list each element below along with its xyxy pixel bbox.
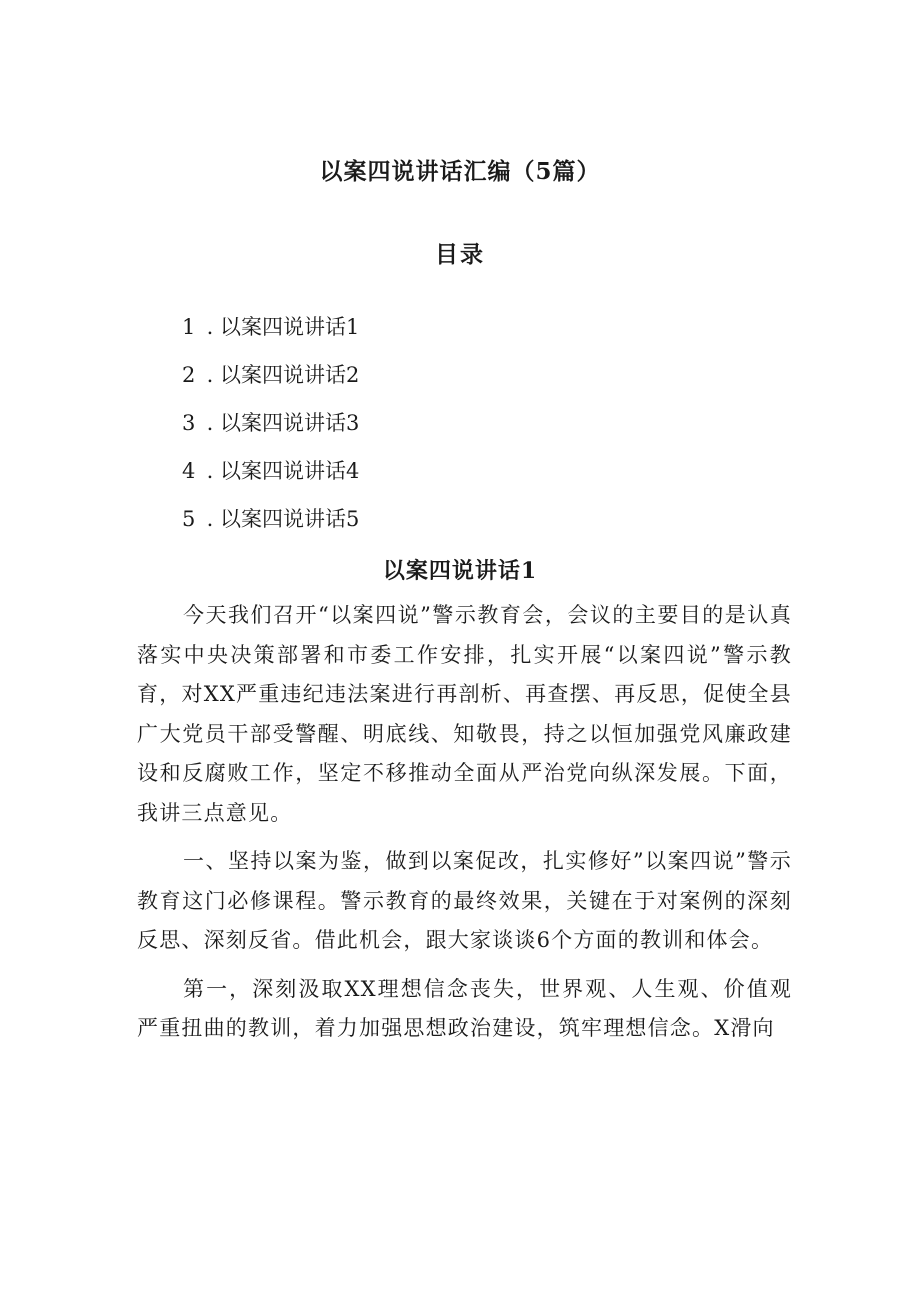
- section-title: 以案四说讲话1: [382, 558, 538, 584]
- toc-item-number: 2: [182, 363, 196, 387]
- body-paragraph: 第一，深刻汲取XX理想信念丧失，世界观、人生观、价值观严重扭曲的教训，着力加强思想政治建设，筑牢理想信念。X滑向: [137, 976, 792, 1040]
- toc-item-dot: .: [206, 411, 214, 435]
- toc-heading: 目录: [435, 241, 485, 268]
- toc-item-number: 4: [182, 459, 196, 483]
- toc-item[interactable]: [182, 360, 359, 408]
- toc-item-dot: .: [206, 507, 214, 531]
- toc-item-label: 以案四说讲话3: [220, 411, 360, 435]
- toc-item[interactable]: [182, 504, 359, 552]
- body-paragraph: 今天我们召开“以案四说”警示教育会，会议的主要目的是认真落实中央决策部署和市委工作安排，扎实开展“以案四说”警示教育，对XX严重违纪违法案进行再剖析、再查摆、再反思，促使全县广大党员干部受警醒、明底线、知敬畏，持之以恒加强党风廉政建设和反腐败工作，坚定不移推动全面从严治党向纵深发展。下面，我讲三点意见。: [137, 603, 792, 825]
- toc-item-dot: .: [206, 459, 214, 483]
- toc-item-dot: .: [206, 315, 214, 339]
- toc-item-label: 以案四说讲话4: [220, 459, 360, 483]
- toc-item-label: 以案四说讲话5: [220, 507, 360, 531]
- table-of-contents: [182, 312, 359, 552]
- toc-item-number: 5: [182, 507, 196, 531]
- toc-item-label: 以案四说讲话1: [220, 315, 360, 339]
- toc-item[interactable]: [182, 312, 359, 360]
- toc-item-number: 3: [182, 411, 196, 435]
- document-title: 以案四说讲话汇编（5篇）: [319, 158, 601, 185]
- toc-item-dot: .: [206, 363, 214, 387]
- toc-item-label: 以案四说讲话2: [220, 363, 360, 387]
- toc-item-number: 1: [182, 315, 196, 339]
- toc-item[interactable]: [182, 408, 359, 456]
- toc-item[interactable]: [182, 456, 359, 504]
- body-paragraph: 一、坚持以案为鉴，做到以案促改，扎实修好”以案四说”警示教育这门必修课程。警示教育的最终效果，关键在于对案例的深刻反思、深刻反省。借此机会，跟大家谈谈6个方面的教训和体会。: [137, 849, 792, 952]
- body-text: [137, 596, 792, 1049]
